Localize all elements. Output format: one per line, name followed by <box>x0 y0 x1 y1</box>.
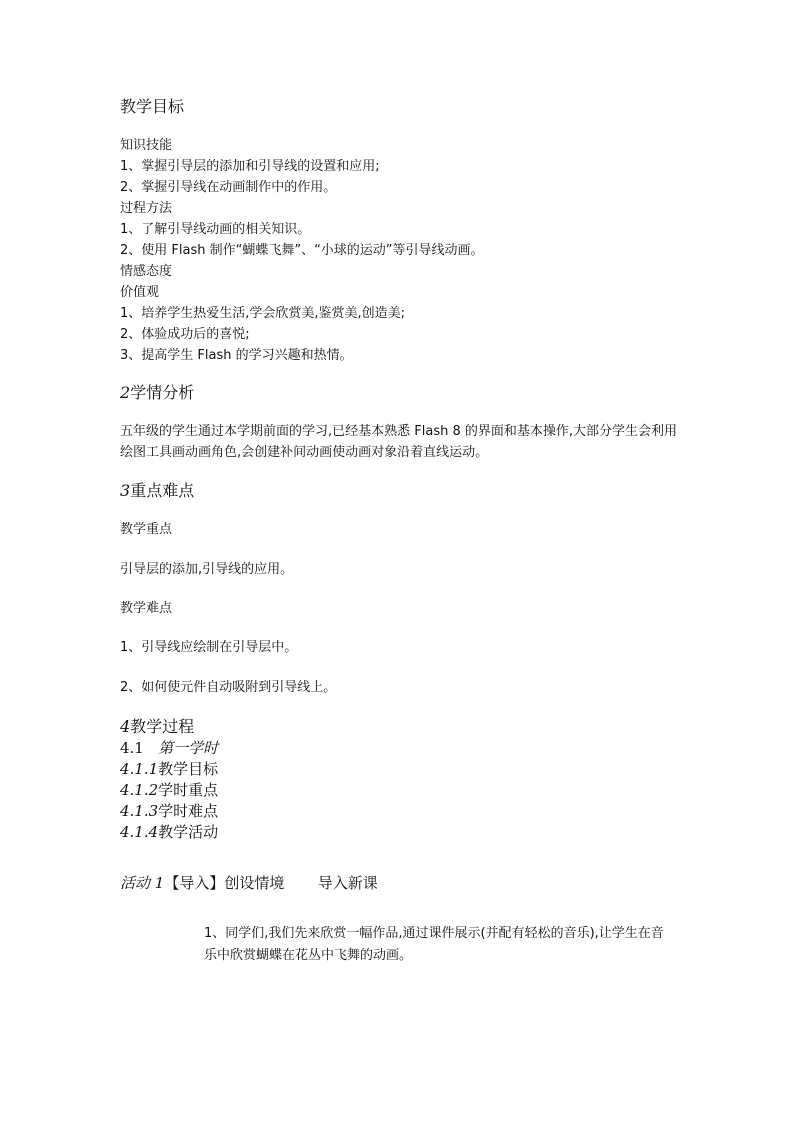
activity-title: 创设情境 <box>224 874 285 892</box>
values-item-2: 2、体验成功后的喜悦; <box>120 327 250 342</box>
activity-tag: 【导入】 <box>164 874 225 892</box>
section-title-teaching-goals: 教学目标 <box>120 97 185 116</box>
section-heading-key-points <box>120 481 194 500</box>
sub-title: 学时重点 <box>158 781 219 799</box>
sub-heading-3 <box>120 802 218 820</box>
lesson-heading <box>120 739 218 757</box>
activity-paragraph: 1、同学们,我们先来欣赏一幅作品,通过课件展示(并配有轻松的音乐),让学生在音乐中欣赏蝴蝶在花丛中飞舞的动画。 <box>204 926 664 963</box>
section-number: 3 <box>120 481 131 500</box>
knowledge-item-1: 1、掌握引导层的添加和引导线的设置和应用; <box>120 159 380 174</box>
process-item-2: 2、使用 Flash 制作“蝴蝶飞舞”、“小球的运动”等引导线动画。 <box>120 243 484 258</box>
lesson-title: 第一学时 <box>158 739 219 757</box>
difficult-item-2: 2、如何使元件自动吸附到引导线上。 <box>120 680 337 695</box>
process-label: 过程方法 <box>120 201 173 216</box>
sub-heading-1 <box>120 760 218 778</box>
process-item-1: 1、了解引导线动画的相关知识。 <box>120 222 311 237</box>
key-text: 引导层的添加,引导线的应用。 <box>120 562 294 577</box>
values-item-3: 3、提高学生 Flash 的学习兴趣和热情。 <box>120 348 353 363</box>
sub-heading-2 <box>120 781 218 799</box>
lesson-number: 4.1 <box>120 739 144 757</box>
knowledge-item-2: 2、掌握引导线在动画制作中的作用。 <box>120 180 337 195</box>
section-number: 2 <box>120 383 131 402</box>
values-label: 价值观 <box>120 285 160 300</box>
values-item-1: 1、培养学生热爱生活,学会欣赏美,鉴赏美,创造美; <box>120 306 406 321</box>
sub-heading-4 <box>120 823 218 841</box>
difficult-label: 教学难点 <box>120 601 173 616</box>
difficult-item-1: 1、引导线应绘制在引导层中。 <box>120 640 298 655</box>
sub-title: 学时难点 <box>158 802 219 820</box>
section-title: 学情分析 <box>130 383 195 402</box>
student-analysis-paragraph: 五年级的学生通过本学期前面的学习,已经基本熟悉 Flash 8 的界面和基本操作,大部分学生会利用绘图工具画动画角色,会创建补间动画使动画对象沿着直线运动。 <box>120 424 678 460</box>
sub-title: 教学目标 <box>158 760 219 778</box>
section-heading-student-analysis <box>120 383 194 402</box>
activity-label: 活动 1 <box>120 874 165 892</box>
knowledge-label: 知识技能 <box>120 138 173 153</box>
section-heading-teaching-process <box>120 717 194 736</box>
key-label: 教学重点 <box>120 522 173 537</box>
activity-subtitle: 导入新课 <box>317 874 378 892</box>
sub-title: 教学活动 <box>158 823 219 841</box>
sub-number: 4.1.1 <box>120 760 159 778</box>
sub-number: 4.1.4 <box>120 823 159 841</box>
sub-number: 4.1.3 <box>120 802 159 820</box>
section-number: 4 <box>120 717 131 736</box>
section-title: 教学过程 <box>130 717 195 736</box>
emotion-label: 情感态度 <box>120 264 173 279</box>
sub-number: 4.1.2 <box>120 781 159 799</box>
section-title: 重点难点 <box>130 481 195 500</box>
activity-heading <box>120 874 378 892</box>
